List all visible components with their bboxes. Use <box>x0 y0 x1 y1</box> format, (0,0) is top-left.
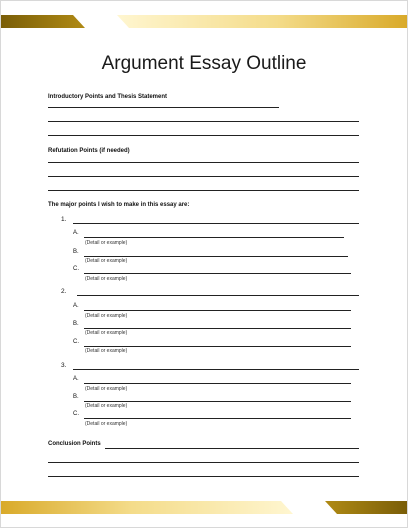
page-title: Argument Essay Outline <box>101 53 307 74</box>
point-2-b-line[interactable] <box>84 328 351 329</box>
point-3-a-letter: A. <box>73 376 79 382</box>
intro-line-1[interactable] <box>48 107 279 108</box>
point-1-c-hint: (Detail or example) <box>85 276 128 282</box>
point-2-c-hint: (Detail or example) <box>85 348 128 354</box>
point-2-a-line[interactable] <box>84 310 351 311</box>
point-2-b-hint: (Detail or example) <box>85 330 128 336</box>
point-1-c-line[interactable] <box>84 273 351 274</box>
point-1-a-line[interactable] <box>84 237 344 238</box>
point-2-a-hint: (Detail or example) <box>85 313 128 319</box>
point-2-c-letter: C. <box>73 339 79 345</box>
refutation-line-2[interactable] <box>48 176 359 177</box>
conclusion-line-1[interactable] <box>105 448 359 449</box>
bottom-left-gold-band <box>1 501 293 514</box>
conclusion-heading: Conclusion Points <box>48 441 101 447</box>
point-3-c-letter: C. <box>73 411 79 417</box>
point-2-c-line[interactable] <box>84 346 351 347</box>
point-3-a-hint: (Detail or example) <box>85 386 128 392</box>
point-3-number: 3. <box>61 362 67 369</box>
point-3-c-hint: (Detail or example) <box>85 421 128 427</box>
refutation-line-3[interactable] <box>48 190 359 191</box>
intro-line-3[interactable] <box>48 135 359 136</box>
point-1-a-letter: A. <box>73 230 79 236</box>
intro-heading: Introductory Points and Thesis Statement <box>48 94 168 100</box>
point-3-line[interactable] <box>73 369 359 370</box>
conclusion-line-3[interactable] <box>48 476 359 477</box>
point-1-b-letter: B. <box>73 249 79 255</box>
point-3-b-line[interactable] <box>84 401 351 402</box>
point-1-b-line[interactable] <box>84 256 348 257</box>
point-2-line[interactable] <box>77 295 359 296</box>
top-left-gold-band <box>1 15 85 28</box>
point-2-b-letter: B. <box>73 321 79 327</box>
refutation-line-1[interactable] <box>48 162 359 163</box>
intro-line-2[interactable] <box>48 121 359 122</box>
point-2-number: 2. <box>61 288 67 295</box>
point-1-number: 1. <box>61 216 67 223</box>
refutation-heading: Refutation Points (if needed) <box>48 148 130 154</box>
point-2-a-letter: A. <box>73 303 79 309</box>
point-1-line[interactable] <box>73 223 359 224</box>
major-points-heading: The major points I wish to make in this essay are: <box>48 202 190 208</box>
point-1-c-letter: C. <box>73 266 79 272</box>
point-1-a-hint: (Detail or example) <box>85 240 128 246</box>
top-right-gold-band <box>117 15 407 28</box>
point-3-b-hint: (Detail or example) <box>85 403 128 409</box>
bottom-right-gold-band <box>325 501 407 514</box>
point-3-a-line[interactable] <box>84 383 351 384</box>
point-1-b-hint: (Detail or example) <box>85 258 128 264</box>
conclusion-line-2[interactable] <box>48 462 359 463</box>
point-3-b-letter: B. <box>73 394 79 400</box>
point-3-c-line[interactable] <box>84 418 351 419</box>
